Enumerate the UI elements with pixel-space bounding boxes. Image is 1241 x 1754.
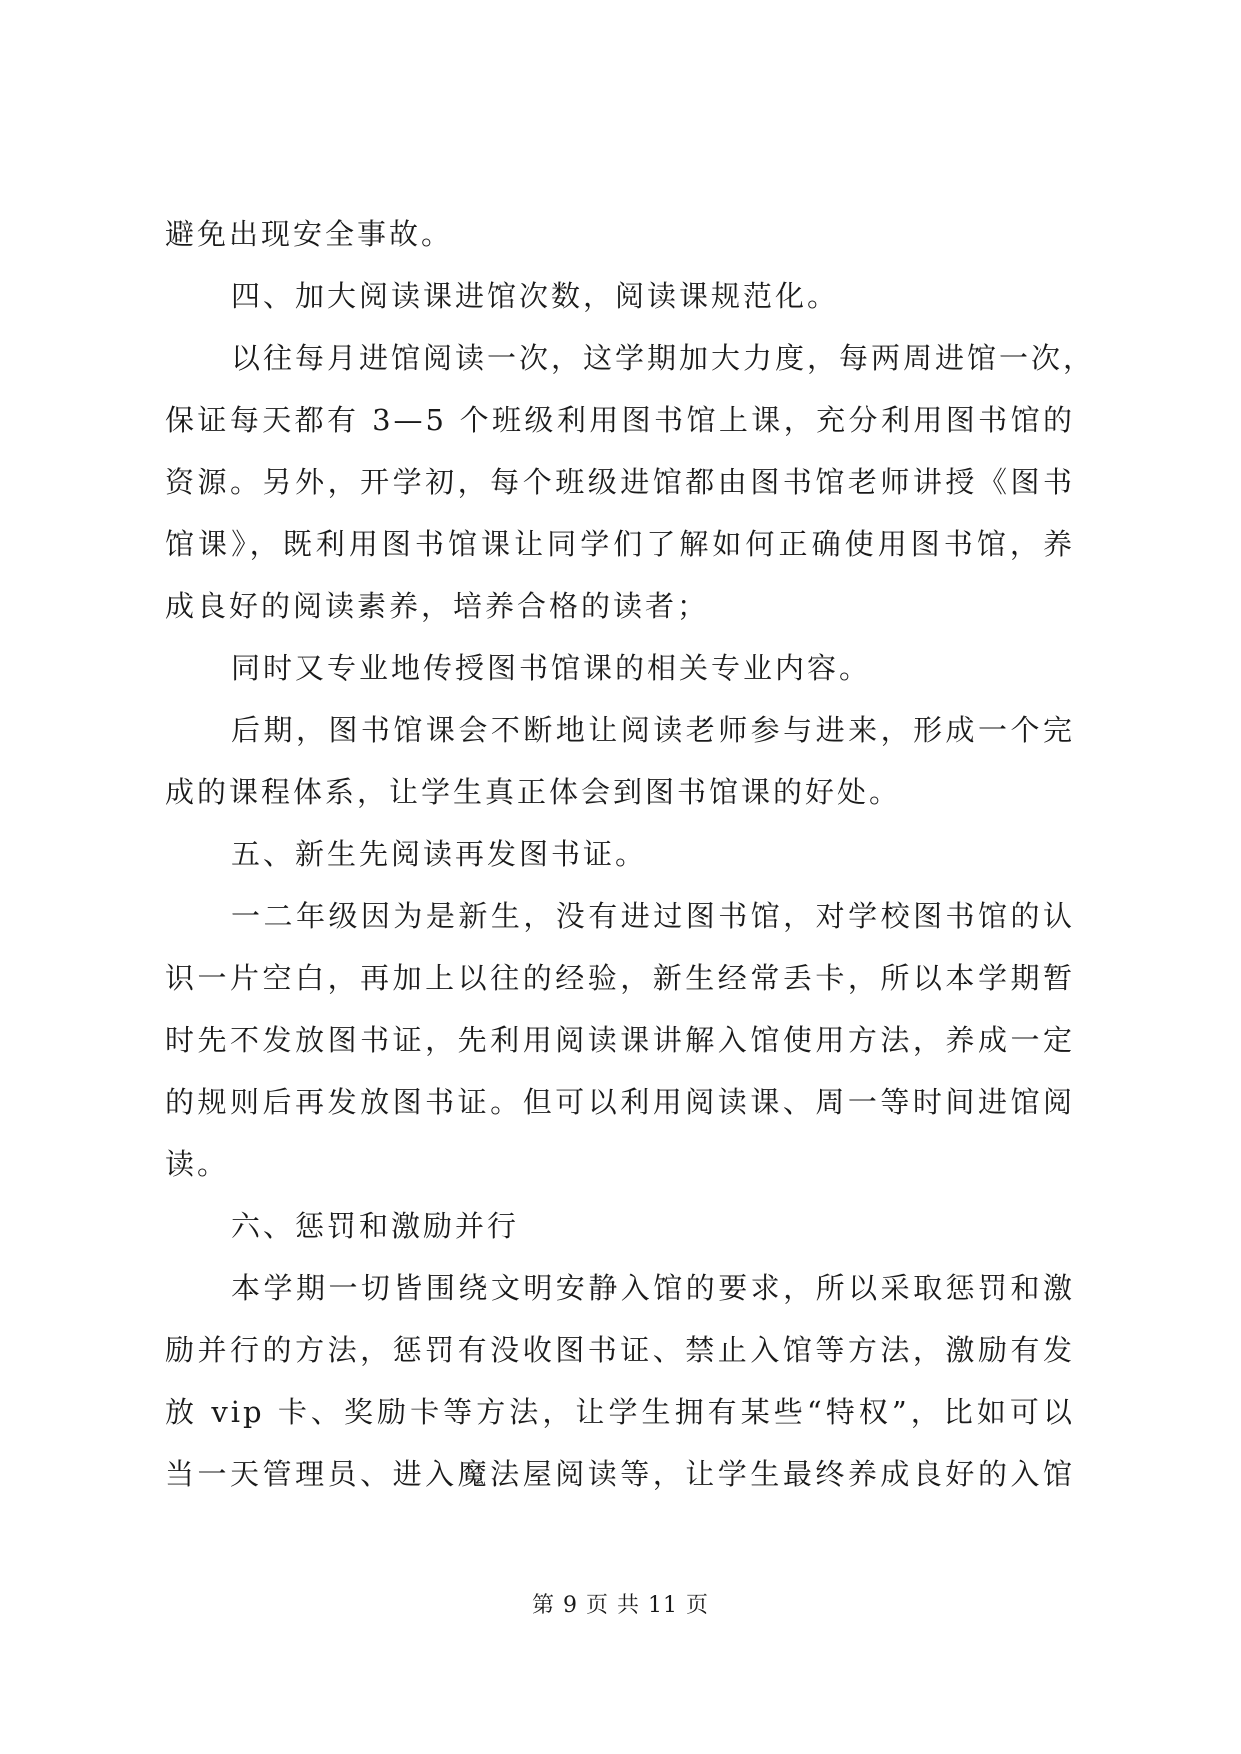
text-line: 的规则后再发放图书证。但可以利用阅读课、周一等时间进馆阅 bbox=[165, 1085, 1075, 1119]
text-line: 后期，图书馆课会不断地让阅读老师参与进来，形成一个完 bbox=[231, 713, 1075, 747]
text-line: 放 vip 卡、奖励卡等方法，让学生拥有某些“特权”，比如可以 bbox=[165, 1395, 1075, 1429]
section-heading: 五、新生先阅读再发图书证。 bbox=[231, 837, 648, 871]
page-number-footer: 第 9 页 共 11 页 bbox=[532, 1593, 709, 1618]
text-line: 同时又专业地传授图书馆课的相关专业内容。 bbox=[231, 651, 872, 685]
text-line: 一二年级因为是新生，没有进过图书馆，对学校图书馆的认 bbox=[231, 899, 1075, 933]
text-line: 成良好的阅读素养，培养合格的读者； bbox=[165, 589, 710, 623]
text-line: 时先不发放图书证，先利用阅读课讲解入馆使用方法，养成一定 bbox=[165, 1023, 1075, 1057]
section-heading: 六、惩罚和激励并行 bbox=[231, 1209, 520, 1243]
text-line: 识一片空白，再加上以往的经验，新生经常丢卡，所以本学期暂 bbox=[165, 961, 1075, 995]
text-line: 成的课程体系，让学生真正体会到图书馆课的好处。 bbox=[165, 775, 902, 809]
text-line: 避免出现安全事故。 bbox=[165, 217, 454, 251]
section-heading: 四、加大阅读课进馆次数，阅读课规范化。 bbox=[231, 279, 840, 313]
text-line: 励并行的方法，惩罚有没收图书证、禁止入馆等方法，激励有发 bbox=[165, 1333, 1075, 1367]
document-body bbox=[165, 203, 1096, 1505]
text-line: 读。 bbox=[165, 1147, 230, 1181]
text-line: 当一天管理员、进入魔法屋阅读等，让学生最终养成良好的入馆 bbox=[165, 1457, 1075, 1491]
text-line: 资源。另外，开学初，每个班级进馆都由图书馆老师讲授《图书 bbox=[165, 465, 1075, 499]
text-line: 保证每天都有 3—5 个班级利用图书馆上课，充分利用图书馆的 bbox=[165, 403, 1075, 437]
text-line: 本学期一切皆围绕文明安静入馆的要求，所以采取惩罚和激 bbox=[231, 1271, 1075, 1305]
text-line: 以往每月进馆阅读一次，这学期加大力度，每两周进馆一次， bbox=[231, 341, 1096, 375]
text-line: 馆课》，既利用图书馆课让同学们了解如何正确使用图书馆，养 bbox=[165, 527, 1075, 561]
